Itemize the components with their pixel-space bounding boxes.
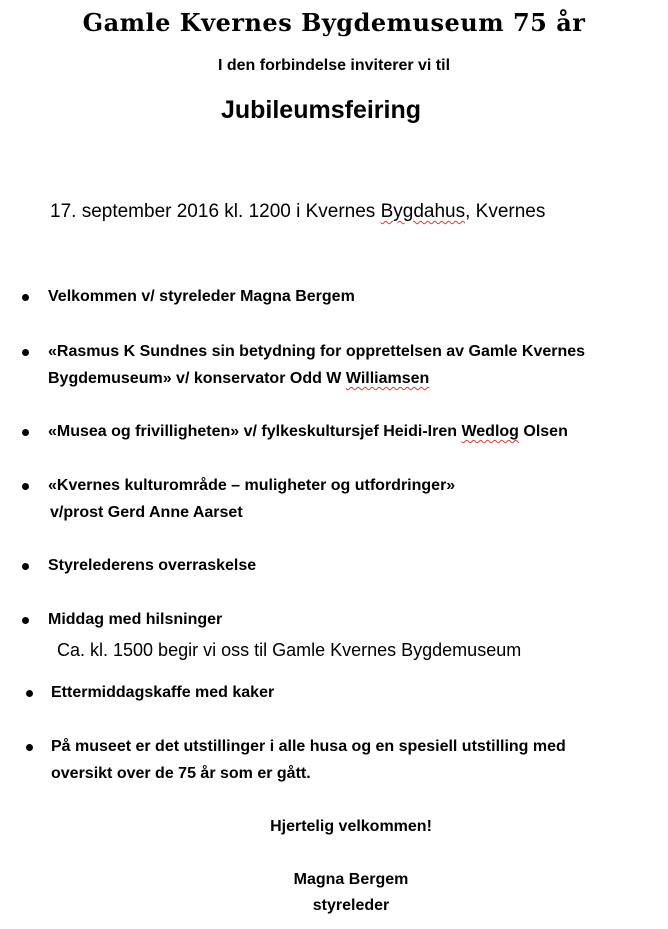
list-item <box>48 472 455 526</box>
list-item-text: På museet er det utstillinger i alle husa og en spesiell utstilling med <box>51 738 566 755</box>
list-item-text: Velkommen v/ styreleder Magna Bergem <box>48 288 355 305</box>
list-item <box>48 338 585 392</box>
signature-name: Magna Bergem <box>293 871 409 888</box>
list-item-text: oversikt over de 75 år som er gått. <box>51 765 311 782</box>
event-venue: Bygdahus <box>380 201 466 222</box>
heading: Jubileumsfeiring <box>220 96 422 124</box>
bullet-icon <box>26 690 33 697</box>
list-item <box>51 733 566 787</box>
list-item <box>51 679 274 706</box>
list-item-text: Olsen <box>518 423 568 440</box>
list-item-text: Styrelederens overraskelse <box>48 557 257 574</box>
list-item-text: «Rasmus K Sundnes sin betydning for opprettelsen av Gamle Kvernes <box>48 343 586 360</box>
list-item-text: «Musea og frivilligheten» v/ fylkeskultursjef Heidi-Iren <box>48 423 462 440</box>
list-item-text-part: Bygdemuseum» v/ konservator Odd W <box>48 370 346 387</box>
signature-role: styreleder <box>312 897 390 914</box>
list-item-text: Middag med hilsninger <box>48 611 223 628</box>
list-item-text-part: Williamsen <box>345 370 430 387</box>
bullet-icon <box>26 744 33 751</box>
bullet-icon <box>22 294 29 301</box>
bullet-icon <box>22 483 29 490</box>
page-title: Gamle Kvernes Bygdemuseum 75 år <box>82 8 586 37</box>
list-item <box>48 552 256 579</box>
bullet-icon <box>22 563 29 570</box>
closing-greeting: Hjertelig velkommen! <box>270 818 432 835</box>
bullet-icon <box>22 349 29 356</box>
bullet-icon <box>22 617 29 624</box>
event-place: , Kvernes <box>465 201 546 222</box>
list-item-text: «Kvernes kulturområde – muligheter og utfordringer» <box>48 477 456 494</box>
list-item <box>48 606 222 633</box>
list-item-text: Wedlog <box>461 423 519 440</box>
list-item-text <box>48 365 585 392</box>
list-item <box>48 418 568 445</box>
event-text: 17. september 2016 kl. 1200 i Kvernes <box>50 201 381 222</box>
list-item <box>48 283 355 310</box>
list-item-text: Ettermiddagskaffe med kaker <box>51 684 275 701</box>
bullet-icon <box>22 429 29 436</box>
transfer-note: Ca. kl. 1500 begir vi oss til Gamle Kvernes Bygdemuseum <box>57 640 522 660</box>
list-item-text: v/prost Gerd Anne Aarset <box>50 504 243 521</box>
subtitle: I den forbindelse inviterer vi til <box>217 57 451 74</box>
